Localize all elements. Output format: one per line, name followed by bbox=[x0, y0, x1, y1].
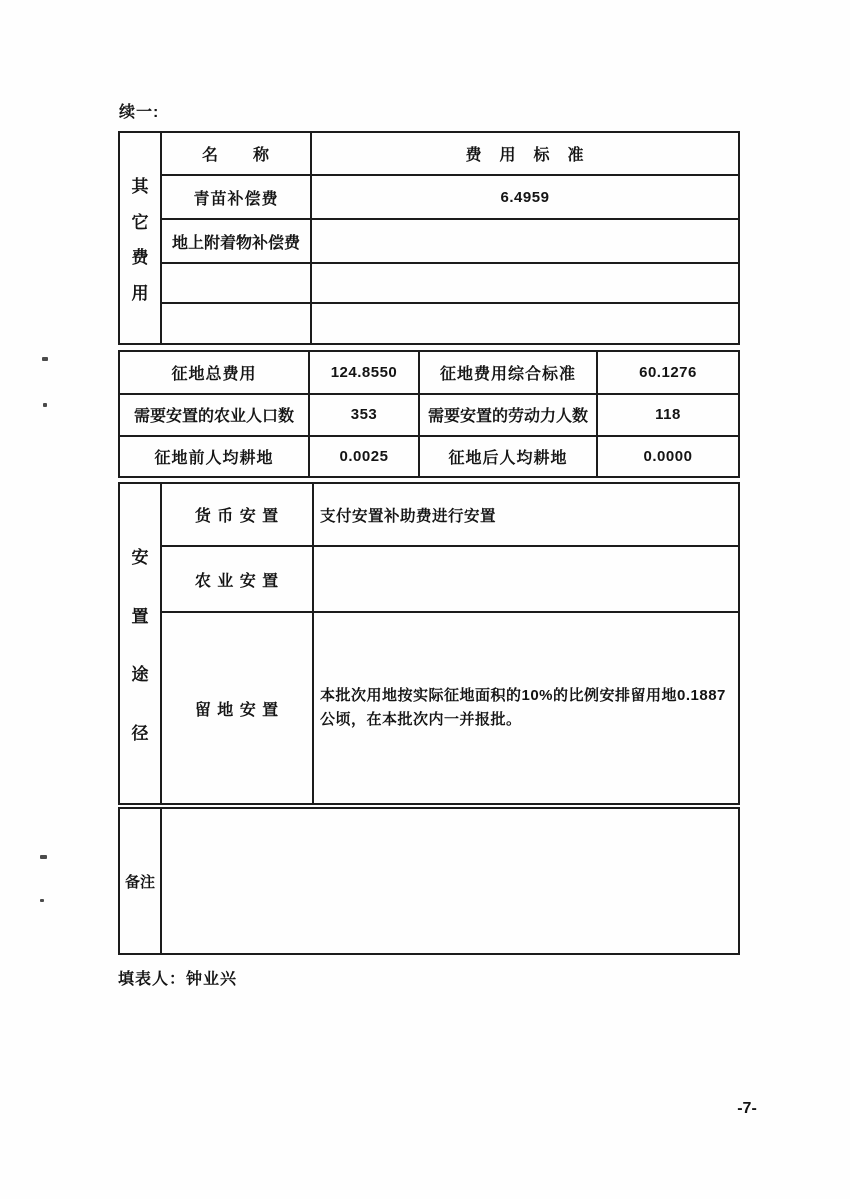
scan-speck bbox=[43, 403, 47, 407]
resettlement-detail bbox=[312, 545, 738, 611]
section-label-char: 费 bbox=[131, 248, 149, 268]
scan-speck bbox=[40, 899, 44, 902]
remarks-table bbox=[118, 807, 740, 955]
summary-label: 需要安置的劳动力人数 bbox=[418, 393, 596, 434]
summary-value: 0.0000 bbox=[596, 435, 738, 476]
scan-speck bbox=[42, 357, 48, 361]
summary-label: 征地总费用 bbox=[171, 366, 257, 384]
fee-name bbox=[160, 302, 310, 343]
section-label-char: 途 bbox=[131, 665, 149, 685]
summary-value: 124.8550 bbox=[308, 352, 418, 393]
section-label-char: 径 bbox=[131, 723, 149, 743]
summary-label: 征地前人均耕地 bbox=[120, 435, 308, 476]
other-fees-section-label bbox=[120, 133, 160, 343]
resettlement-detail: 支付安置补助费进行安置 bbox=[312, 484, 738, 545]
summary-label: 需要安置的农业人口数 bbox=[120, 393, 308, 434]
remarks-content bbox=[160, 809, 738, 953]
resettlement-table bbox=[118, 482, 740, 805]
fee-name: 地上附着物补偿费 bbox=[160, 218, 310, 262]
summary-label: 征地后人均耕地 bbox=[418, 435, 596, 476]
other-fees-table bbox=[118, 131, 740, 345]
header-fee-standard: 费 用 标 准 bbox=[310, 133, 738, 174]
header-name: 名 称 bbox=[160, 133, 310, 174]
summary-value: 353 bbox=[308, 393, 418, 434]
summary-value: 118 bbox=[596, 393, 738, 434]
summary-value: 0.0025 bbox=[308, 435, 418, 476]
form-filler-label: 填表人：钟业兴 bbox=[118, 971, 238, 988]
section-label-char: 置 bbox=[131, 606, 149, 626]
summary-label: 征地费用综合标准 bbox=[418, 352, 596, 393]
section-label-char: 用 bbox=[131, 284, 149, 304]
fee-name bbox=[160, 262, 310, 302]
section-label-char: 安 bbox=[131, 548, 149, 568]
scan-speck bbox=[40, 855, 47, 859]
fee-value bbox=[310, 218, 738, 262]
resettlement-detail: 本批次用地按实际征地面积的10%的比例安排留用地0.1887公顷，在本批次内一并报批。 bbox=[312, 611, 738, 803]
fee-value bbox=[310, 302, 738, 343]
fee-name: 青苗补偿费 bbox=[160, 174, 310, 218]
fee-value: 6.4959 bbox=[310, 174, 738, 218]
section-label-char: 其 bbox=[131, 176, 149, 196]
resettlement-section-label bbox=[120, 484, 160, 803]
resettlement-type: 留 地 安 置 bbox=[160, 611, 312, 803]
resettlement-type: 货 币 安 置 bbox=[160, 484, 312, 545]
section-label-char: 它 bbox=[131, 212, 149, 232]
fee-value bbox=[310, 262, 738, 302]
summary-value: 60.1276 bbox=[596, 352, 738, 393]
page-number: -7- bbox=[737, 1100, 757, 1117]
remarks-label: 备注 bbox=[124, 873, 155, 891]
continuation-label: 续一: bbox=[119, 104, 160, 121]
resettlement-type: 农 业 安 置 bbox=[160, 545, 312, 611]
summary-table bbox=[118, 350, 740, 478]
